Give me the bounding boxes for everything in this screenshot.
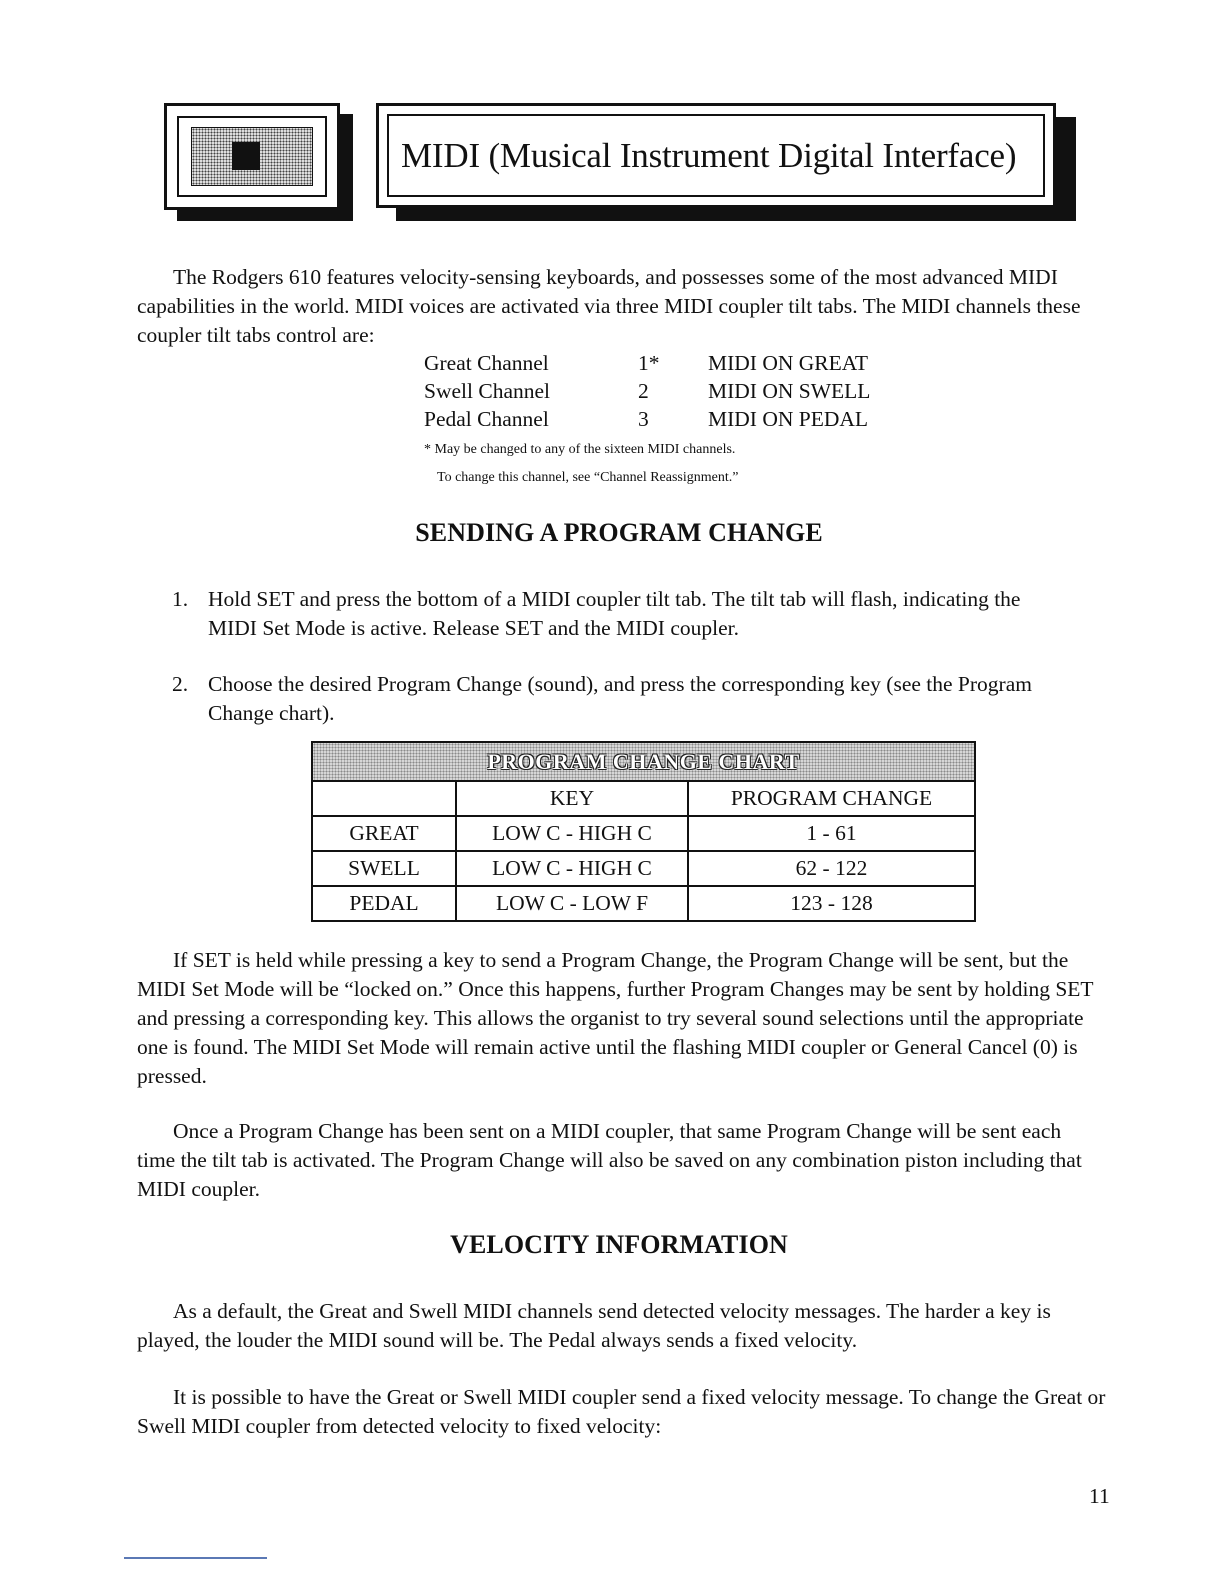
channel-tab: MIDI ON PEDAL — [708, 407, 869, 431]
section-heading-program-change: SENDING A PROGRAM CHANGE — [415, 518, 823, 547]
chart-header-cell: PROGRAM CHANGE — [730, 786, 933, 810]
table-row — [313, 852, 974, 887]
program-change-paragraph-2: Once a Program Change has been sent on a MIDI coupler, that same Program Change will be sent each time the tilt tab is activated. The Program Change will also be saved on any combination piston including that MIDI coupler. — [137, 1119, 1082, 1201]
channel-name: Pedal Channel — [424, 407, 549, 431]
page-title: MIDI (Musical Instrument Digital Interface) — [401, 135, 1017, 175]
table-cell: GREAT — [313, 817, 457, 850]
intro-paragraph: The Rodgers 610 features velocity-sensing keyboards, and possesses some of the most advanced MIDI capabilities in the world. MIDI voices are activated via three MIDI coupler tilt tabs. The MIDI channels these coupler tilt tabs control are: — [137, 265, 1081, 347]
section-heading-velocity: VELOCITY INFORMATION — [450, 1230, 788, 1259]
table-cell: 1 - 61 — [806, 821, 857, 845]
table-cell: 62 - 122 — [795, 856, 868, 880]
step-number: 2. — [172, 672, 189, 696]
table-cell: LOW C - LOW F — [457, 887, 689, 920]
step-text: Hold SET and press the bottom of a MIDI coupler tilt tab. The tilt tab will flash, indicating the MIDI Set Mode is active. Release SET and the MIDI coupler. — [208, 587, 1021, 640]
chart-header-cell — [313, 782, 457, 815]
chart-title: PROGRAM CHANGE CHART — [313, 743, 974, 782]
table-row — [313, 817, 974, 852]
channel-name: Great Channel — [424, 351, 549, 375]
program-change-chart — [311, 741, 976, 922]
page-number: 11 — [1089, 1484, 1110, 1508]
footnote-line-1: * May be changed to any of the sixteen MIDI channels. — [424, 442, 736, 457]
channel-number: 3 — [638, 407, 649, 431]
title-frame — [376, 103, 1056, 208]
velocity-paragraph-1: As a default, the Great and Swell MIDI channels send detected velocity messages. The harder a key is played, the louder the MIDI sound will be. The Pedal always sends a fixed velocity. — [137, 1299, 1051, 1352]
channel-name: Swell Channel — [424, 379, 550, 403]
velocity-paragraph-2: It is possible to have the Great or Swell MIDI coupler send a fixed velocity message. To change the Great or Swell MIDI coupler from detected velocity to fixed velocity: — [137, 1385, 1106, 1438]
program-change-paragraph-1: If SET is held while pressing a key to send a Program Change, the Program Change will be sent, but the MIDI Set Mode will be “locked on.” Once this happens, further Program Changes may be sent by holding SET and pressing a corresponding key. This allows the organist to try several sound selections until the appropriate one is found. The MIDI Set Mode will remain active until the flashing MIDI coupler or General Cancel (0) is pressed. — [137, 948, 1094, 1088]
table-cell: SWELL — [313, 852, 457, 885]
icon-inner-frame — [177, 116, 327, 197]
midi-icon-frame — [164, 103, 340, 210]
table-cell: PEDAL — [313, 887, 457, 920]
channel-number: 2 — [638, 379, 649, 403]
chart-header-cell: KEY — [457, 782, 689, 815]
channel-number: 1* — [638, 351, 660, 375]
title-inner-frame — [387, 114, 1045, 197]
table-row — [313, 887, 974, 920]
footnote-line-2: To change this channel, see “Channel Reassignment.” — [437, 470, 739, 485]
chart-header-row — [313, 782, 974, 817]
channel-tab: MIDI ON SWELL — [708, 379, 871, 403]
table-cell: LOW C - HIGH C — [457, 852, 689, 885]
midi-chip-icon — [191, 127, 313, 186]
step-number: 1. — [172, 587, 189, 611]
footer-rule — [124, 1557, 267, 1559]
channel-tab: MIDI ON GREAT — [708, 351, 869, 375]
chip-icon — [232, 142, 260, 170]
table-cell: 123 - 128 — [790, 891, 873, 915]
table-cell: LOW C - HIGH C — [457, 817, 689, 850]
step-text: Choose the desired Program Change (sound), and press the corresponding key (see the Program Change chart). — [208, 672, 1032, 725]
